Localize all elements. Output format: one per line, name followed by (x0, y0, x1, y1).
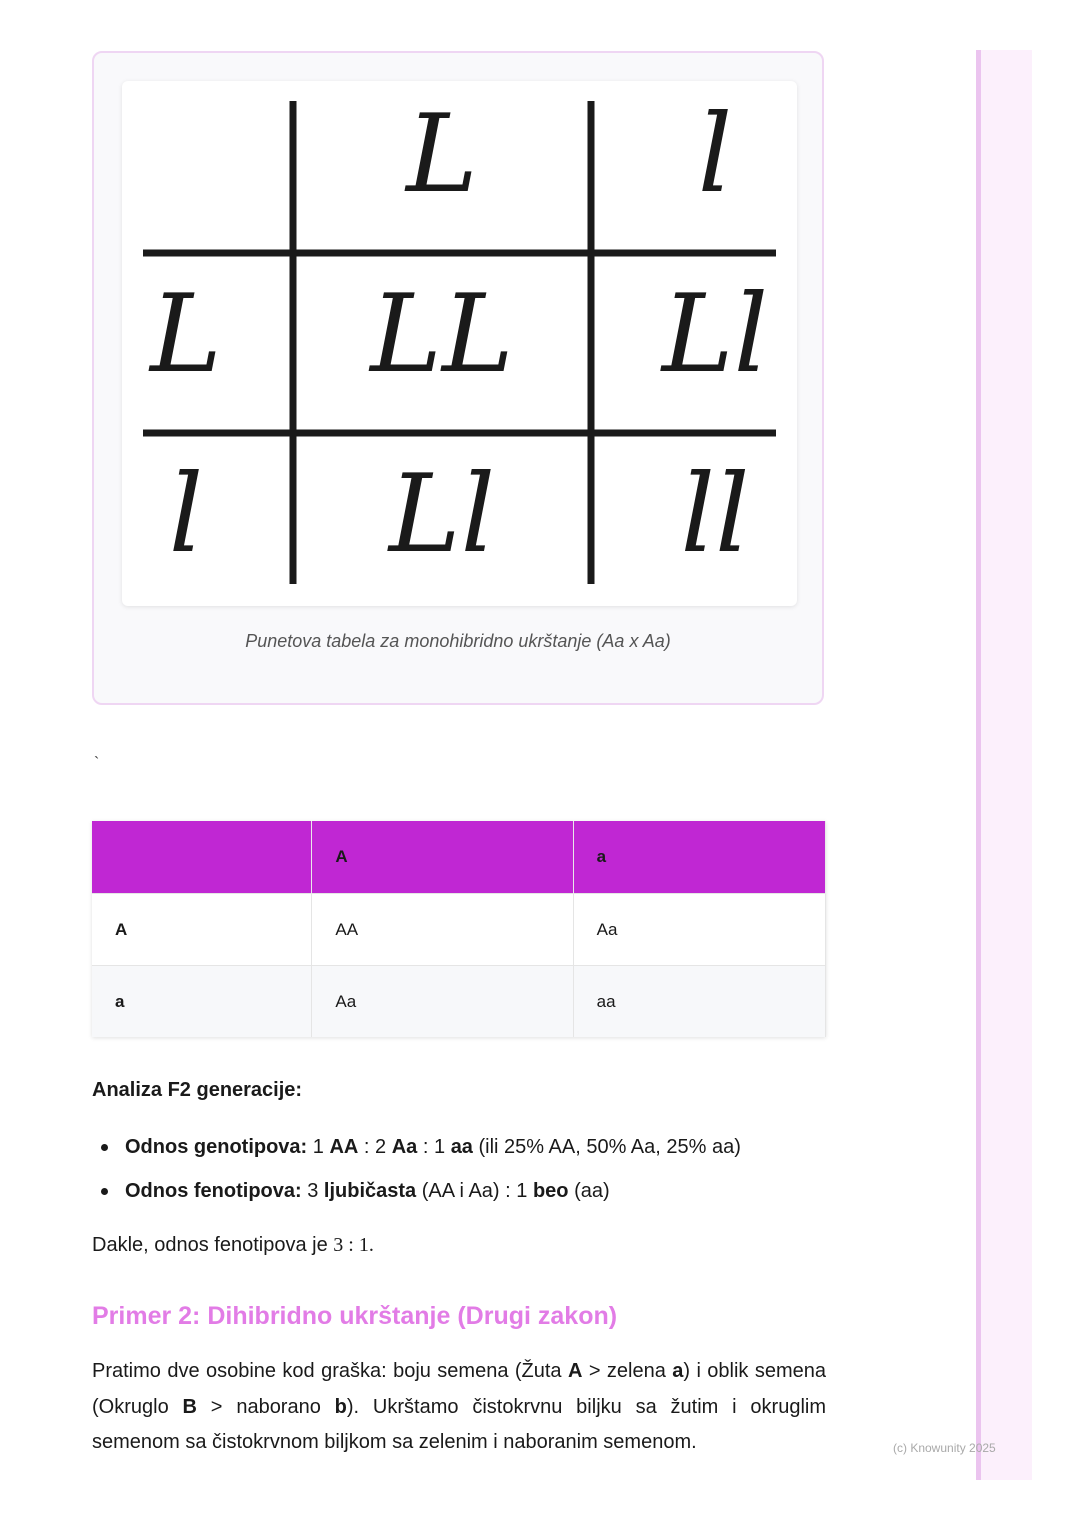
genotype-value: AA (329, 1136, 359, 1158)
table-header-cell: a (573, 821, 825, 894)
table-row (92, 894, 826, 966)
section-heading: Primer 2: Dihibridno ukrštanje (Drugi zakon) (92, 1302, 618, 1330)
table-header-cell: A (312, 821, 573, 894)
paragraph-text: Pratimo dve osobine kod graška: boju semena (Žuta (92, 1360, 568, 1382)
paragraph-text: ) i oblik semena (Okruglo (92, 1360, 826, 1418)
paragraph-text: > naborano (196, 1395, 335, 1418)
phenotype-detail: (aa) (574, 1180, 610, 1202)
punnett-table (92, 821, 826, 1037)
punnett-square-drawing (122, 81, 797, 606)
phenotype-value: ljubičasta (323, 1180, 417, 1202)
allele-symbol: B (182, 1395, 197, 1418)
genotype-value: aa (450, 1136, 473, 1158)
phenotype-detail: (AA i Aa) (421, 1180, 500, 1202)
ratio-number: 3 (307, 1180, 319, 1202)
ratio-separator: : (422, 1136, 429, 1158)
table-row-label: a (92, 966, 312, 1038)
right-margin-band (976, 50, 1032, 1480)
punnett-square-image (122, 81, 797, 606)
list-item-phenotype (92, 1177, 741, 1221)
list-item-genotype (92, 1133, 741, 1177)
genotype-detail: (ili 25% AA, 50% Aa, 25% aa) (478, 1136, 741, 1158)
allele-symbol: a (672, 1360, 684, 1382)
ratio-separator: : (505, 1180, 511, 1202)
table-row-label: A (92, 894, 312, 966)
genotype-label: Odnos genotipova: (125, 1136, 308, 1158)
cell-2-2: ll (680, 452, 750, 577)
table-row (92, 966, 826, 1038)
col-header-2: l (697, 92, 733, 217)
ratio-number: 1 (312, 1136, 324, 1158)
ratio-number: 1 (434, 1136, 446, 1158)
paragraph-text: ). Ukrštamo čistokrvnu biljku sa žutim i okruglim semenom sa čistokrvnom biljkom sa zelenim i naboranim semenom. (92, 1395, 827, 1453)
ratio-separator: : (363, 1136, 370, 1158)
conclusion-text (92, 1234, 374, 1257)
allele-symbol: A (567, 1360, 583, 1382)
copyright-watermark: (c) Knowunity 2025 (893, 1441, 996, 1455)
table-cell: Aa (312, 966, 573, 1038)
table-cell: Aa (573, 894, 825, 966)
paragraph-text: > zelena (582, 1360, 673, 1382)
allele-symbol: b (334, 1395, 347, 1418)
conclusion-sentence: Dakle, odnos fenotipova je (92, 1234, 328, 1256)
analysis-heading: Analiza F2 generacije: (92, 1079, 303, 1101)
body-paragraph (92, 1354, 826, 1461)
table-cell: AA (312, 894, 573, 966)
stray-backtick: ` (94, 755, 100, 772)
cell-2-1: Ll (388, 452, 496, 577)
phenotype-value: beo (532, 1180, 569, 1202)
table-header-row (92, 821, 826, 894)
phenotype-label: Odnos fenotipova: (125, 1180, 302, 1202)
ratio-number: 1 (516, 1180, 528, 1202)
table-header-cell-empty (92, 821, 312, 894)
col-header-1: L (406, 92, 478, 217)
analysis-list (92, 1133, 741, 1221)
right-margin-line (976, 50, 981, 1480)
figure-caption: Punetova tabela za monohibridno ukrštanje (Aa x Aa) (245, 631, 671, 651)
row-header-1: L (150, 272, 222, 397)
cell-1-1: LL (370, 272, 514, 397)
conclusion-ratio: 3 : 1. (333, 1234, 374, 1256)
table-cell: aa (573, 966, 825, 1038)
row-header-2: l (168, 452, 204, 577)
genotype-value: Aa (391, 1136, 418, 1158)
ratio-number: 2 (375, 1136, 387, 1158)
cell-1-2: Ll (661, 272, 769, 397)
